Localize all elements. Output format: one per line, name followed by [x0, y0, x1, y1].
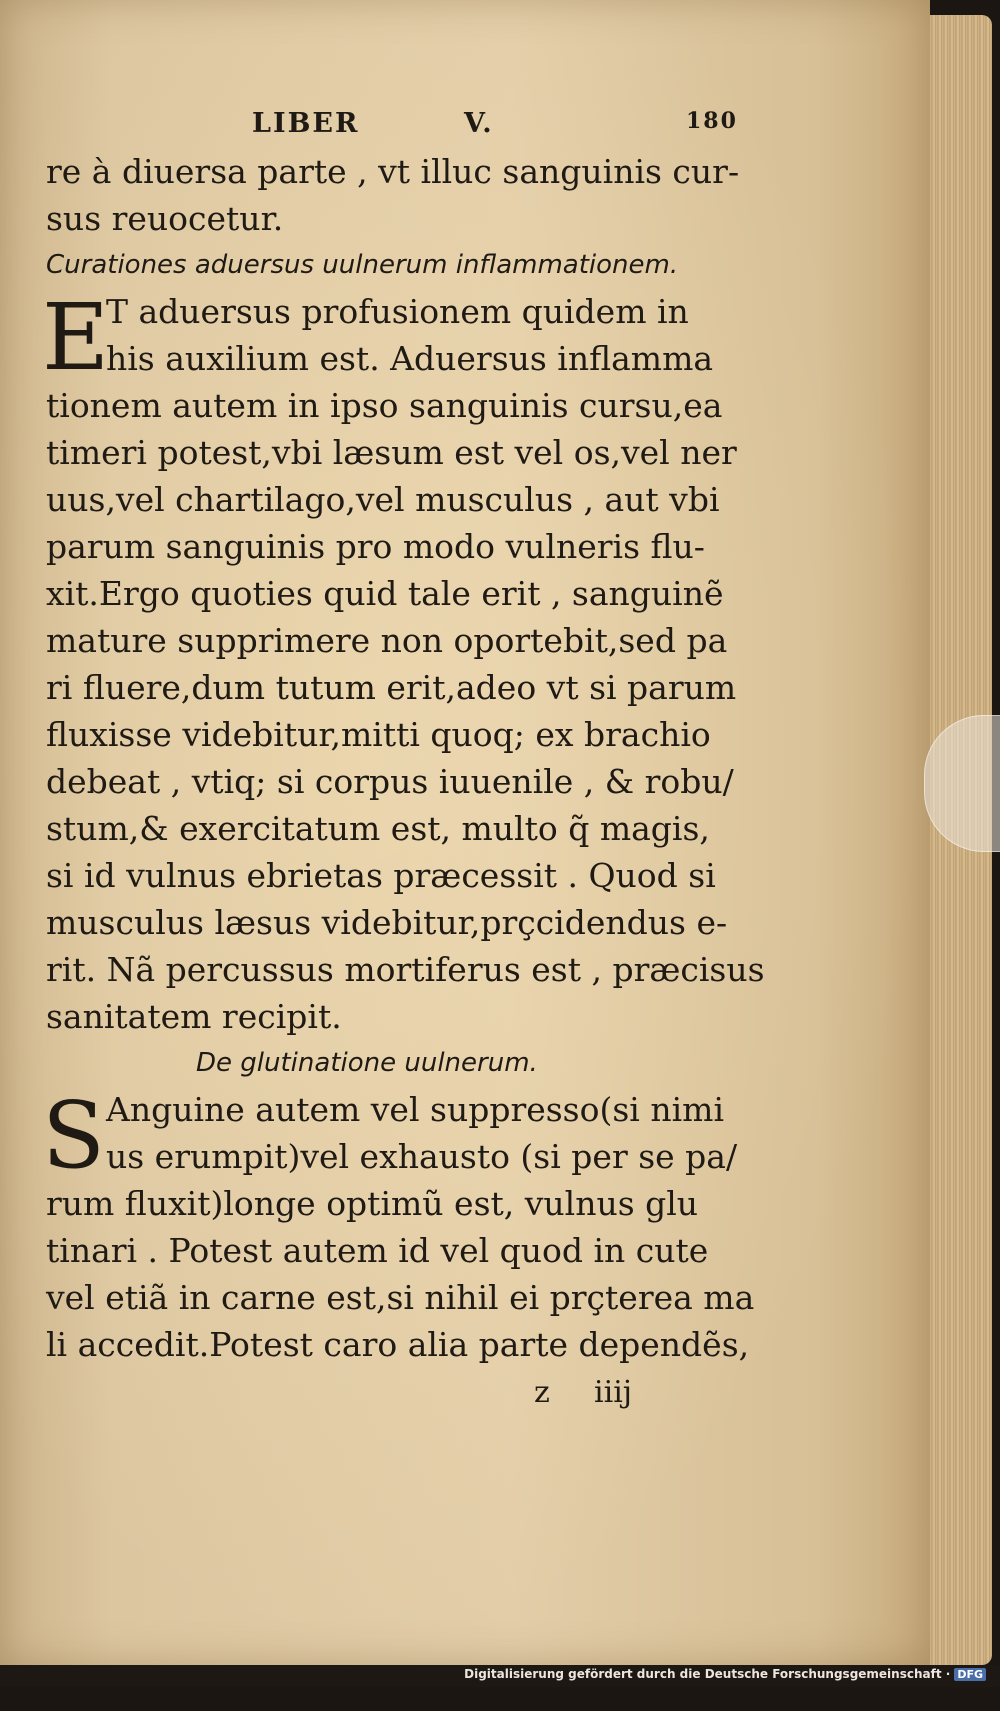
- text-line: Anguine autem vel suppresso(si nimi: [106, 1090, 724, 1129]
- text-line: debeat , vtiq; si corpus iuuenile , & robu/: [46, 762, 734, 801]
- dfg-logo: DFG: [954, 1668, 986, 1681]
- running-head: [46, 108, 746, 148]
- text-line: re à diuersa parte , vt illuc sanguinis cur-: [46, 152, 740, 191]
- paragraph-inflammation: [42, 284, 765, 1040]
- running-head-book: V.: [464, 108, 494, 139]
- text-line: his auxilium est. Aduersus inflamma: [106, 339, 714, 378]
- text-line: us erumpit)vel exhausto (si per se pa/: [106, 1137, 738, 1176]
- text-line: sanitatem recipit.: [46, 997, 342, 1036]
- text-line: T aduersus profusionem quidem in: [106, 292, 689, 331]
- text-line: uus,vel chartilago,vel musculus , aut vbi: [46, 480, 720, 519]
- signature-mark: [46, 1368, 746, 1418]
- text-line: sus reuocetur.: [46, 199, 284, 238]
- signature-letter: z: [534, 1375, 550, 1410]
- credit-text: Digitalisierung gefördert durch die Deutsche Forschungsgemeinschaft ·: [464, 1667, 951, 1681]
- text-line: si id vulnus ebrietas præcessit . Quod si: [46, 856, 716, 895]
- text-line: li accedit.Potest caro alia parte dependẽs,: [46, 1325, 750, 1364]
- text-line: tionem autem in ipso sanguinis cursu,ea: [46, 386, 723, 425]
- page-text: [42, 108, 765, 1418]
- section-heading: Curationes aduersus uulnerum inflammationem.: [46, 250, 679, 280]
- text-line: mature supprimere non oportebit,sed pa: [46, 621, 728, 660]
- text-line: rit. Nã percussus mortiferus est , præcisus: [46, 950, 765, 989]
- signature-number: iiij: [594, 1375, 633, 1410]
- text-line: vel etiã in carne est,si nihil ei prçterea ma: [46, 1278, 755, 1317]
- text-line: musculus læsus videbitur,prçcidendus e-: [46, 903, 728, 942]
- bottom-band: [0, 1665, 1000, 1687]
- digitization-credit: [464, 1667, 986, 1681]
- drop-capital: E: [42, 284, 110, 391]
- paragraph-glutination: [42, 1082, 755, 1368]
- section-heading: De glutinatione uulnerum.: [196, 1048, 538, 1078]
- drop-capital: S: [42, 1082, 106, 1189]
- text-line: parum sanguinis pro modo vulneris flu-: [46, 527, 705, 566]
- text-line: timeri potest,vbi læsum est vel os,vel ner: [46, 433, 737, 472]
- text-line: tinari . Potest autem id vel quod in cute: [46, 1231, 709, 1270]
- text-line: rum fluxit)longe optimũ est, vulnus glu: [46, 1184, 699, 1223]
- text-line: stum,& exercitatum est, multo q̃ magis,: [46, 809, 710, 848]
- running-head-title: LIBER: [252, 108, 360, 139]
- text-line: xit.Ergo quoties quid tale erit , sanguinẽ: [46, 574, 724, 613]
- folio-number: 180: [686, 108, 738, 134]
- text-line: fluxisse videbitur,mitti quoq; ex brachio: [46, 715, 711, 754]
- text-line: ri fluere,dum tutum erit,adeo vt si parum: [46, 668, 737, 707]
